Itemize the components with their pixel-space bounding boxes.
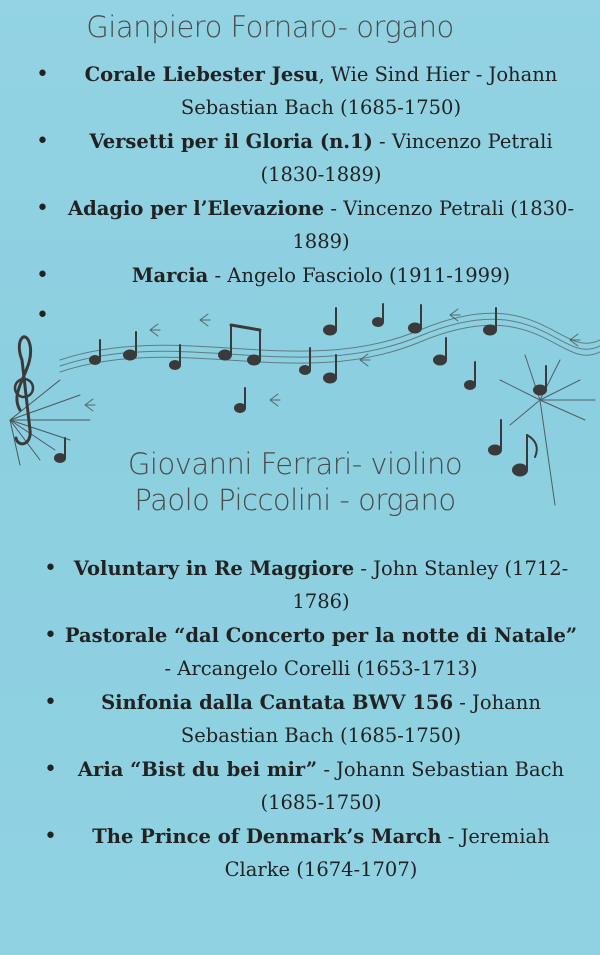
bullet-icon: • [36, 263, 49, 288]
performer-heading-1: Gianpiero Fornaro- organo [86, 10, 454, 44]
performer-heading-2-line2: Paolo Piccolini - organo [134, 483, 456, 517]
piece-title: Adagio per l’Elevazione [67, 197, 325, 220]
piece-title: Voluntary in Re Maggiore [73, 557, 355, 580]
performer-heading-2-line1: Giovanni Ferrari- violino [127, 447, 463, 481]
program-item [0, 58, 600, 124]
empty-bullet-icon: • [36, 303, 49, 328]
piece-composer: - Vincenzo Petrali (1830-1889) [260, 130, 553, 186]
piece-composer: - Jeremiah Clarke (1674-1707) [224, 825, 550, 881]
piece-title: Corale Liebester Jesu [84, 63, 319, 86]
piece-title: Aria “Bist du bei mir” [77, 758, 318, 781]
piece-title: Marcia [131, 264, 209, 287]
piece-composer: - John Stanley (1712-1786) [292, 557, 569, 613]
performer-heading-2 [0, 446, 590, 518]
piece-composer: - Vincenzo Petrali (1830-1889) [292, 197, 575, 253]
piece-composer: - Johann Sebastian Bach (1685-1750) [180, 691, 541, 747]
bullet-icon: • [44, 556, 57, 581]
piece-title: The Prince of Denmark’s March [92, 825, 442, 848]
piece-composer: , Wie Sind Hier - Johann Sebastian Bach (1685-1750) [180, 63, 558, 119]
program-item [0, 753, 600, 819]
bullet-icon: • [36, 129, 49, 154]
piece-title: Pastorale “dal Concerto per la notte di Natale” [64, 624, 578, 647]
program-item [0, 125, 600, 191]
program-item [0, 820, 600, 886]
program-list-1 [0, 58, 600, 293]
bullet-icon: • [44, 757, 57, 782]
bullet-icon: • [44, 690, 57, 715]
program-list-2 [0, 552, 600, 887]
bullet-icon: • [36, 196, 49, 221]
piece-composer: - Angelo Fasciolo (1911-1999) [208, 264, 511, 287]
bullet-icon: • [44, 623, 57, 648]
piece-composer: - Johann Sebastian Bach (1685-1750) [260, 758, 565, 814]
program-item [0, 259, 600, 292]
bullet-icon: • [36, 62, 49, 87]
program-item [0, 686, 600, 752]
piece-title: Versetti per il Gloria (n.1) [89, 130, 373, 153]
program-item [0, 192, 600, 258]
program-item [0, 552, 600, 618]
bullet-icon: • [44, 824, 57, 849]
piece-composer: - Arcangelo Corelli (1653-1713) [164, 657, 478, 680]
program-item [0, 619, 600, 685]
piece-title: Sinfonia dalla Cantata BWV 156 [101, 691, 454, 714]
